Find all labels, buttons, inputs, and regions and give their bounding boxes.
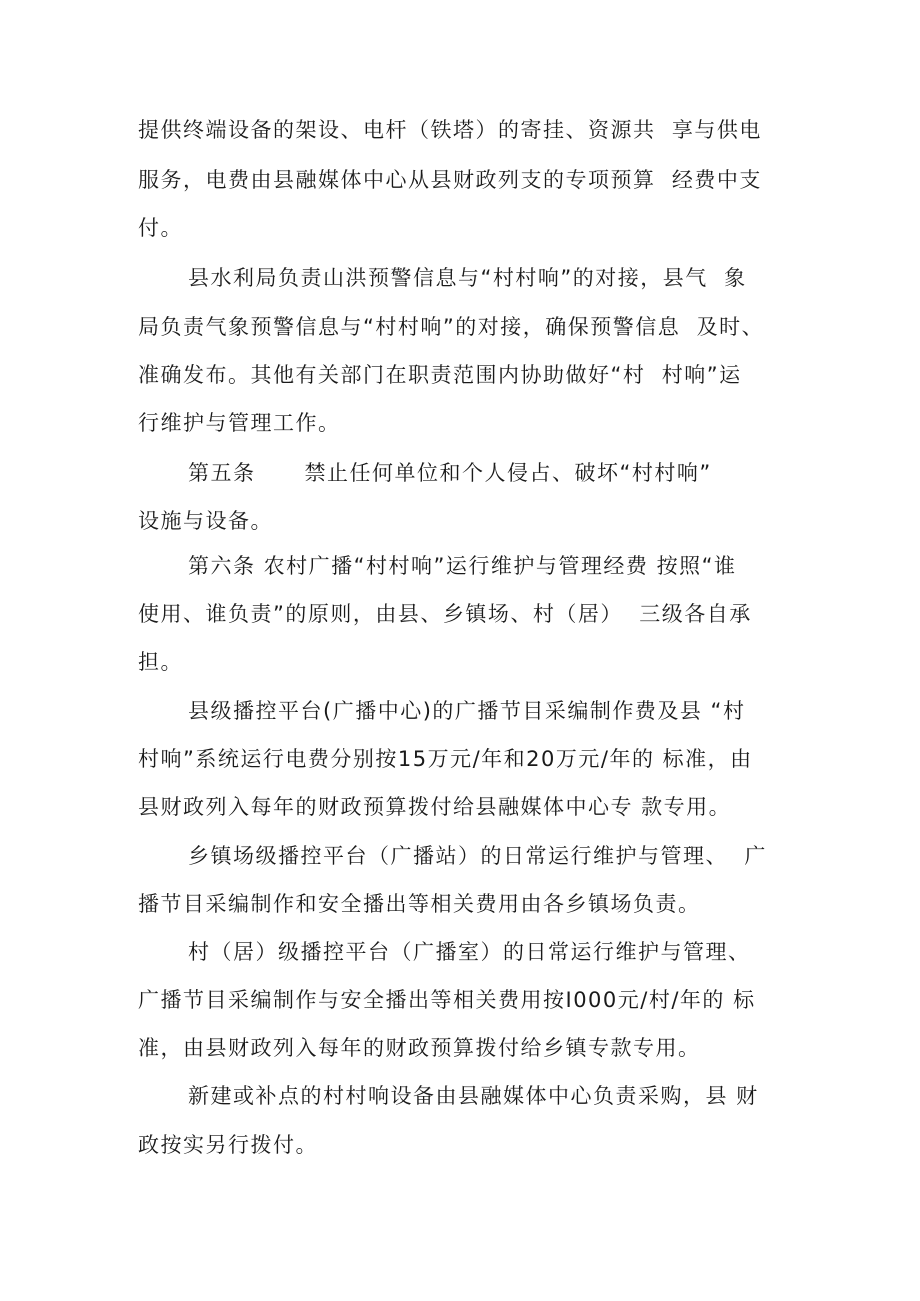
- paragraph-line: 县财政列入每年的财政预算拨付给县融媒体中心专 款专用。: [138, 795, 732, 819]
- paragraph-line: 提供终端设备的架设、电杆（铁塔）的寄挂、资源共 享与供电: [138, 118, 762, 142]
- article-five-line: 第五条 禁止任何单位和个人侵占、破坏“村村响”: [188, 461, 712, 485]
- paragraph-line: 准确发布。其他有关部门在职责范围内协助做好“村 村响”运: [138, 363, 742, 387]
- paragraph-line: 使用、谁负责”的原则，由县、乡镇场、村（居） 三级各自承: [138, 602, 752, 626]
- paragraph-line: 播节目采编制作和安全播出等相关费用由各乡镇场负责。: [138, 892, 701, 916]
- article-six-line: 第六条 农村广播“村村响”运行维护与管理经费 按照“谁: [188, 554, 737, 578]
- paragraph-line: 新建或补点的村村响设备由县融媒体中心负责采购，县 财: [188, 1084, 759, 1108]
- paragraph-line: 村（居）级播控平台（广播室）的日常运行维护与管理、: [188, 940, 751, 964]
- paragraph-line: 村响”系统运行电费分别按15万元/年和20万元/年的 标准，由: [138, 747, 753, 771]
- paragraph-line: 准，由县财政列入每年的财政预算拨付给乡镇专款专用。: [138, 1036, 701, 1060]
- paragraph-line: 政按实另行拨付。: [138, 1133, 318, 1157]
- paragraph-line: 担。: [138, 650, 183, 674]
- paragraph-line: 服务，电费由县融媒体中心从县财政列支的专项预算 经费中支: [138, 168, 762, 192]
- paragraph-line: 县水利局负责山洪预警信息与“村村响”的对接，县气 象: [188, 266, 747, 290]
- paragraph-line: 局负责气象预警信息与“村村响”的对接，确保预警信息 及时、: [138, 315, 765, 339]
- paragraph-line: 设施与设备。: [138, 509, 273, 533]
- paragraph-line: 县级播控平台(广播中心)的广播节目采编制作费及县 “村: [188, 699, 746, 723]
- paragraph-line: 乡镇场级播控平台（广播站）的日常运行维护与管理、 广: [188, 844, 767, 868]
- paragraph-line: 付。: [138, 216, 183, 240]
- paragraph-line: 广播节目采编制作与安全播出等相关费用按I000元/村/年的 标: [138, 988, 756, 1012]
- paragraph-line: 行维护与管理工作。: [138, 411, 341, 435]
